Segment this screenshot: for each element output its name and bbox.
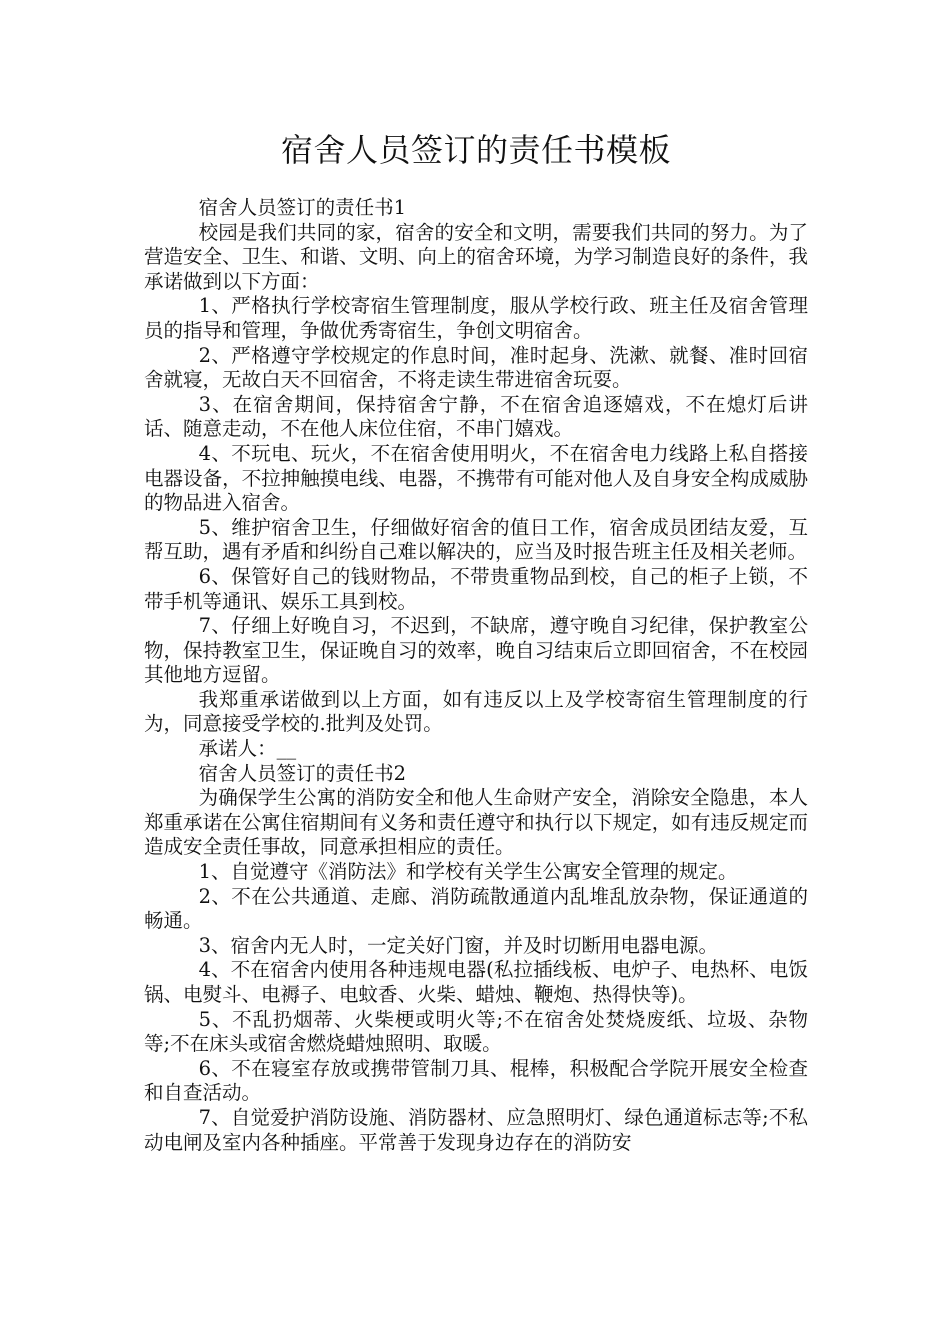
paragraph-item: 6、保管好自己的钱财物品，不带贵重物品到校，自己的柜子上锁，不带手机等通讯、娱乐工具到校。 — [144, 564, 808, 613]
paragraph-item: 3、宿舍内无人时，一定关好门窗，并及时切断用电器电源。 — [198, 933, 719, 957]
paragraph-intro-1: 校园是我们共同的家，宿舍的安全和文明，需要我们共同的努力。为了营造安全、卫生、和谐、文明、向上的宿舍环境，为学习制造良好的条件，我承诺做到以下方面： — [144, 220, 808, 293]
section-heading-2: 宿舍人员签订的责任书2 — [198, 761, 407, 785]
paragraph-item: 1、自觉遵守《消防法》和学校有关学生公寓安全管理的规定。 — [198, 860, 738, 884]
document-body — [144, 196, 808, 1155]
paragraph-item: 6、不在寝室存放或携带管制刀具、棍棒，积极配合学院开展安全检查和自查活动。 — [144, 1056, 808, 1105]
paragraph-intro-2: 为确保学生公寓的消防安全和他人生命财产安全，消除安全隐患，本人郑重承诺在公寓住宿期间有义务和责任遵守和执行以下规定，如有违反规定而造成安全责任事故，同意承担相应的责任。 — [144, 786, 808, 859]
paragraph-pledge: 我郑重承诺做到以上方面，如有违反以上及学校寄宿生管理制度的行为，同意接受学校的.批判及处罚。 — [144, 687, 808, 736]
paragraph-item: 7、仔细上好晚自习，不迟到，不缺席，遵守晚自习纪律，保护教室公物，保持教室卫生，保证晚自习的效率，晚自习结束后立即回宿舍，不在校园其他地方逗留。 — [144, 614, 808, 687]
paragraph-item: 4、不在宿舍内使用各种违规电器(私拉插线板、电炉子、电热杯、电饭锅、电熨斗、电褥子、电蚊香、火柴、蜡烛、鞭炮、热得快等)。 — [144, 958, 808, 1006]
paragraph-item: 5、维护宿舍卫生，仔细做好宿舍的值日工作，宿舍成员团结友爱，互帮互助，遇有矛盾和纠纷自己难以解决的，应当及时报告班主任及相关老师。 — [144, 515, 808, 564]
paragraph-item: 3、在宿舍期间，保持宿舍宁静，不在宿舍追逐嬉戏，不在熄灯后讲话、随意走动，不在他人床位住宿，不串门嬉戏。 — [144, 392, 808, 441]
paragraph-item: 2、不在公共通道、走廊、消防疏散通道内乱堆乱放杂物，保证通道的畅通。 — [144, 884, 808, 933]
paragraph-item: 2、严格遵守学校规定的作息时间，准时起身、洗漱、就餐、准时回宿舍就寝，无故白天不回宿舍，不将走读生带进宿舍玩耍。 — [144, 343, 808, 392]
paragraph-item: 1、严格执行学校寄宿生管理制度，服从学校行政、班主任及宿舍管理员的指导和管理，争做优秀寄宿生，争创文明宿舍。 — [144, 294, 808, 342]
document-title: 宿舍人员签订的责任书模板 — [280, 131, 671, 169]
paragraph-item: 4、不玩电、玩火，不在宿舍使用明火，不在宿舍电力线路上私自搭接电器设备，不拉抻触摸电线、电器，不携带有可能对他人及自身安全构成威胁的物品进入宿舍。 — [144, 441, 808, 515]
section-heading-1: 宿舍人员签订的责任书1 — [198, 196, 407, 219]
paragraph-item: 7、自觉爱护消防设施、消防器材、应急照明灯、绿色通道标志等;不私动电闸及室内各种插座。平常善于发现身边存在的消防安 — [144, 1105, 808, 1154]
signature-line: 承诺人：__ — [198, 737, 297, 761]
paragraph-item: 5、不乱扔烟蒂、火柴梗或明火等;不在宿舍处焚烧废纸、垃圾、杂物等;不在床头或宿舍燃烧蜡烛照明、取暖。 — [144, 1007, 808, 1056]
